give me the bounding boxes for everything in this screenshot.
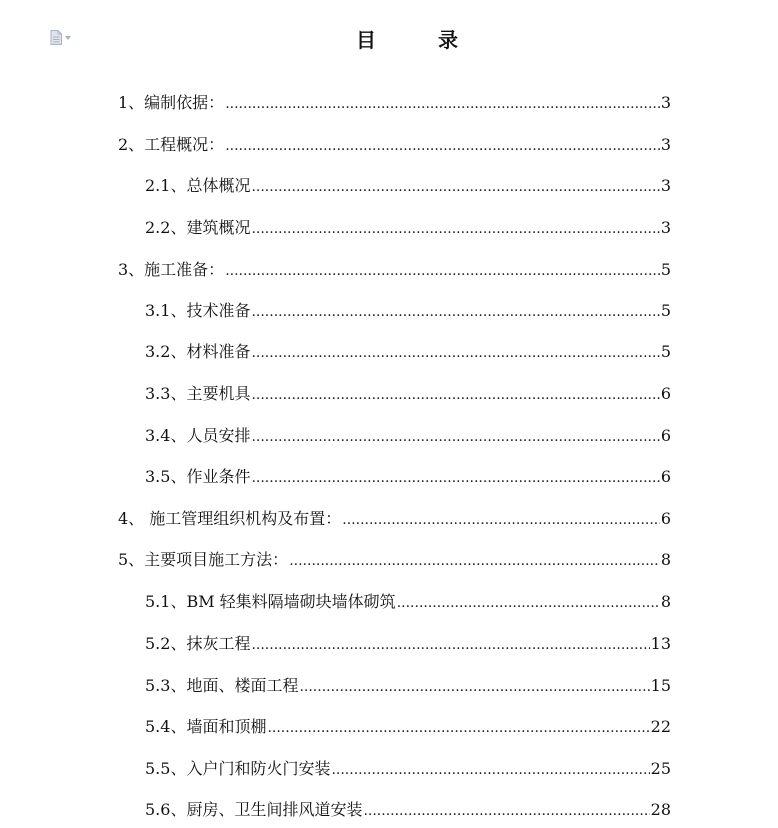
toc-entry-2-1[interactable] (145, 174, 671, 198)
dot-leader (363, 799, 649, 823)
dot-leader (267, 716, 649, 740)
dot-leader (342, 508, 660, 532)
toc-entry-label: 1、编制依据： (118, 93, 225, 112)
dot-leader (331, 758, 649, 782)
toc-entry-page: 25 (650, 759, 671, 778)
toc-entry-page: 6 (660, 426, 671, 445)
toc-entry-3-4[interactable] (145, 424, 671, 448)
toc-entry-label: 3.4、人员安排 (145, 426, 251, 445)
toc-entry-page: 15 (650, 676, 671, 695)
page-title (18, 24, 778, 56)
toc-entry-page: 3 (660, 218, 671, 237)
toc-entry-3[interactable] (118, 258, 671, 282)
toc-entry-page: 3 (660, 135, 671, 154)
dot-leader (251, 341, 659, 365)
dot-leader (225, 134, 660, 158)
toc-entry-page: 22 (650, 717, 671, 736)
toc-entry-5-4[interactable] (145, 715, 671, 739)
toc-entry-2-2[interactable] (145, 216, 671, 240)
toc-entry-4[interactable] (118, 507, 671, 531)
toc-entry-page: 6 (660, 509, 671, 528)
toc-entry-3-3[interactable] (145, 382, 671, 406)
toc-entry-5-1[interactable] (145, 590, 671, 614)
toc-entry-label: 3.2、材料准备 (145, 342, 251, 361)
toc-entry-label: 2、工程概况： (118, 135, 225, 154)
toc-entry-1[interactable] (118, 91, 671, 115)
toc-entry-label: 5.3、地面、楼面工程 (145, 676, 299, 695)
toc-entry-label: 5.5、入户门和防火门安装 (145, 759, 331, 778)
toc-entry-label: 3.5、作业条件 (145, 467, 251, 486)
toc-entry-label: 4、 施工管理组织机构及布置： (118, 509, 342, 528)
toc-entry-label: 5.4、墙面和顶棚 (145, 717, 267, 736)
dot-leader (225, 259, 660, 283)
toc-entry-label: 2.1、总体概况 (145, 176, 251, 195)
toc-entry-5-5[interactable] (145, 757, 671, 781)
title-char-2: 录 (438, 28, 458, 52)
dot-leader (397, 591, 660, 615)
toc-entry-3-5[interactable] (145, 465, 671, 489)
toc-entry-label: 3.1、技术准备 (145, 301, 251, 320)
toc-entry-label: 5.6、厨房、卫生间排风道安装 (145, 800, 363, 819)
dot-leader (251, 175, 659, 199)
toc-entry-page: 3 (660, 176, 671, 195)
toc-entry-page: 28 (650, 800, 671, 819)
dot-leader (251, 466, 659, 490)
toc-entry-page: 5 (660, 342, 671, 361)
toc-entry-5-2[interactable] (145, 632, 671, 656)
toc-entry-page: 13 (650, 634, 671, 653)
dot-leader (289, 549, 660, 573)
toc-entry-5-3[interactable] (145, 674, 671, 698)
toc-entry-page: 6 (660, 467, 671, 486)
toc-entry-3-2[interactable] (145, 340, 671, 364)
toc-entry-5[interactable] (118, 548, 671, 572)
toc-entry-label: 3.3、主要机具 (145, 384, 251, 403)
toc-entry-page: 8 (660, 592, 671, 611)
toc-entry-2[interactable] (118, 133, 671, 157)
title-char-1: 目 (356, 28, 376, 52)
toc-entry-page: 6 (660, 384, 671, 403)
dot-leader (251, 217, 659, 241)
toc-entry-label: 2.2、建筑概况 (145, 218, 251, 237)
toc-entry-page: 5 (660, 260, 671, 279)
toc-entry-page: 3 (660, 93, 671, 112)
dot-leader (251, 633, 649, 657)
toc-entry-3-1[interactable] (145, 299, 671, 323)
toc-entry-page: 5 (660, 301, 671, 320)
toc-entry-label: 5.1、BM 轻集料隔墙砌块墙体砌筑 (145, 592, 396, 611)
toc-entry-page: 8 (660, 550, 671, 569)
toc-entry-label: 5、主要项目施工方法： (118, 550, 289, 569)
dot-leader (299, 675, 649, 699)
toc-entry-label: 5.2、抹灰工程 (145, 634, 251, 653)
dot-leader (251, 300, 659, 324)
toc-entry-label: 3、施工准备： (118, 260, 225, 279)
dot-leader (251, 425, 659, 449)
toc-entry-5-6[interactable] (145, 798, 671, 822)
dot-leader (225, 92, 660, 116)
dot-leader (251, 383, 659, 407)
